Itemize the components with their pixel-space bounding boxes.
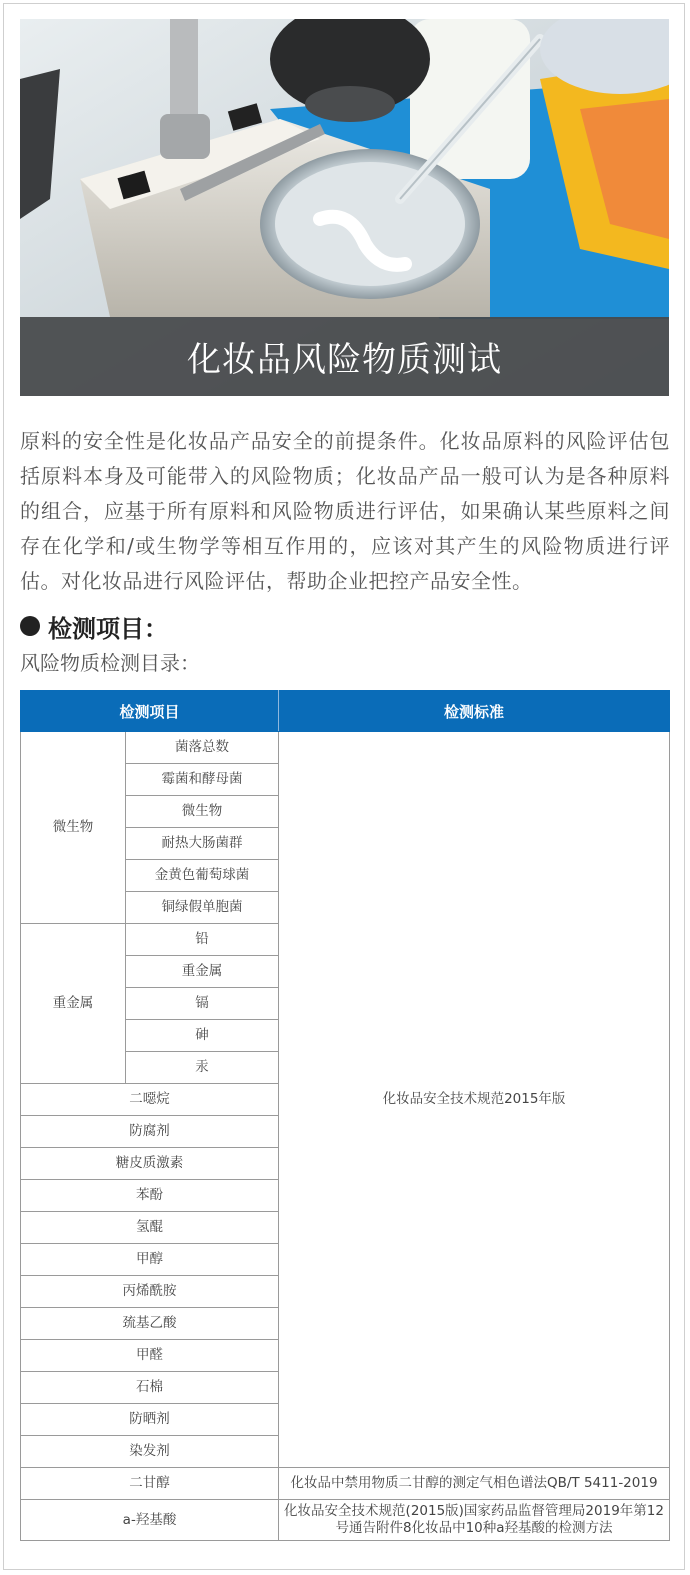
table-cell-item: 石棉 bbox=[21, 1372, 279, 1404]
table-cell-item: 防晒剂 bbox=[21, 1404, 279, 1436]
table-cell-item: 霉菌和酵母菌 bbox=[126, 764, 279, 796]
table-cell-item: 染发剂 bbox=[21, 1436, 279, 1468]
table-cell-item: 防腐剂 bbox=[21, 1116, 279, 1148]
table-cell-item: 甲醇 bbox=[21, 1244, 279, 1276]
header-test-item: 检测项目 bbox=[21, 691, 279, 732]
table-cell-item: 金黄色葡萄球菌 bbox=[126, 860, 279, 892]
table-cell-item: 汞 bbox=[126, 1052, 279, 1084]
hero-image bbox=[20, 19, 669, 396]
table-cell-item: 耐热大肠菌群 bbox=[126, 828, 279, 860]
table-cell-item: 氢醌 bbox=[21, 1212, 279, 1244]
table-cell-item: 二甘醇 bbox=[21, 1468, 279, 1500]
table-cell-item: 二噁烷 bbox=[21, 1084, 279, 1116]
table-cell-item: 甲醛 bbox=[21, 1340, 279, 1372]
table-cell-item: 镉 bbox=[126, 988, 279, 1020]
section-heading bbox=[20, 610, 168, 642]
table-cell-item: 巯基乙酸 bbox=[21, 1308, 279, 1340]
section-heading-text: 检测项目： bbox=[48, 614, 168, 643]
group-heavy-metal: 重金属 bbox=[21, 924, 126, 1084]
table-header-row bbox=[21, 691, 670, 732]
table-cell-item: 丙烯酰胺 bbox=[21, 1276, 279, 1308]
table-row bbox=[21, 732, 670, 764]
table-cell-item: 糖皮质激素 bbox=[21, 1148, 279, 1180]
risk-substance-table bbox=[20, 690, 670, 1541]
table-cell-standard: 化妆品中禁用物质二甘醇的测定气相色谱法QB/T 5411-2019 bbox=[279, 1468, 670, 1500]
shared-standard-cell: 化妆品安全技术规范2015年版 bbox=[279, 732, 670, 1468]
header-test-standard: 检测标准 bbox=[279, 691, 670, 732]
table-cell-item: 苯酚 bbox=[21, 1180, 279, 1212]
catalog-subtitle: 风险物质检测目录： bbox=[20, 651, 200, 675]
table-cell-item: 菌落总数 bbox=[126, 732, 279, 764]
bullet-dot-icon bbox=[20, 616, 40, 636]
group-microbe: 微生物 bbox=[21, 732, 126, 924]
hero-title: 化妆品风险物质测试 bbox=[187, 340, 502, 380]
table-cell-item: 砷 bbox=[126, 1020, 279, 1052]
table-cell-item: 铅 bbox=[126, 924, 279, 956]
table-row bbox=[21, 1500, 670, 1541]
table-cell-standard: 化妆品安全技术规范(2015版)国家药品监督管理局2019年第12号通告附件8化妆品中10种a羟基酸的检测方法 bbox=[279, 1500, 670, 1541]
intro-paragraph: 原料的安全性是化妆品产品安全的前提条件。化妆品原料的风险评估包括原料本身及可能带入的风险物质；化妆品产品一般可认为是各种原料的组合，应基于所有原料和风险物质进行评估，如果确认某些原料之间存在化学和/或生物学等相互作用的，应该对其产生的风险物质进行评估。对化妆品进行风险评估，帮助企业把控产品安全性。 bbox=[20, 429, 670, 593]
table-cell-item: 铜绿假单胞菌 bbox=[126, 892, 279, 924]
table-cell-item: a-羟基酸 bbox=[21, 1500, 279, 1541]
table-cell-item: 重金属 bbox=[126, 956, 279, 988]
hero-title-band bbox=[20, 317, 669, 396]
table-cell-item: 微生物 bbox=[126, 796, 279, 828]
table-row bbox=[21, 1468, 670, 1500]
